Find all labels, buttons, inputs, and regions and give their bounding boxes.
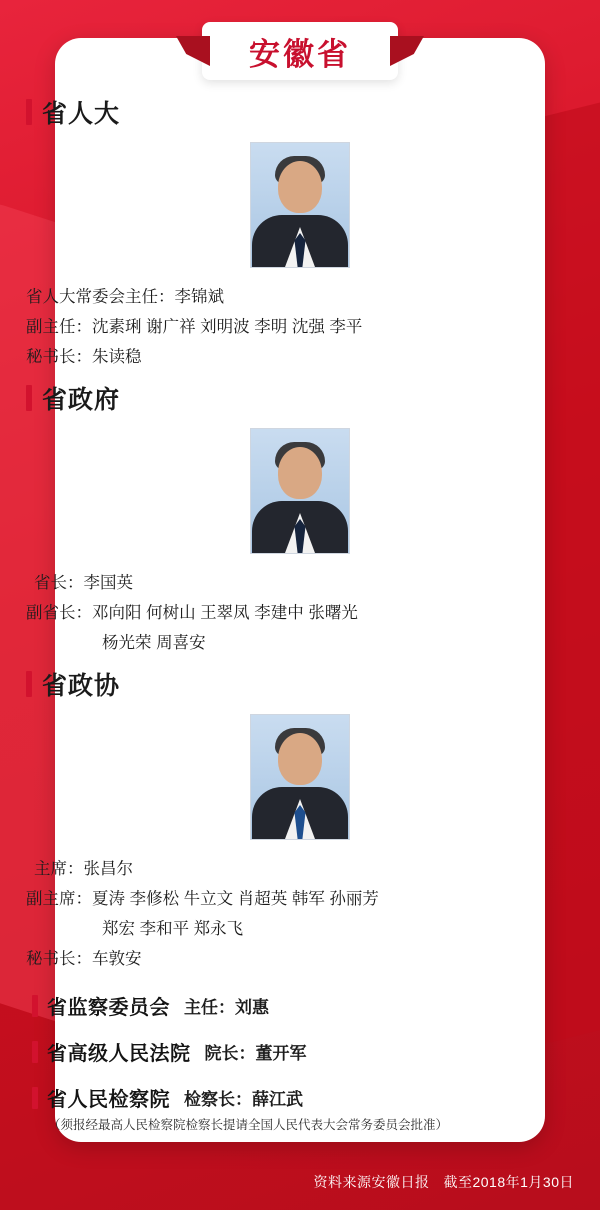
official-line: 省人大常委会主任：李锦斌: [26, 288, 224, 306]
org-post: 院长：董开军: [204, 1044, 307, 1063]
official-line: 副省长：邓向阳 何树山 王翠凤 李建中 张曙光: [26, 604, 358, 622]
portrait-head: [278, 733, 322, 785]
section-title: 省政府: [42, 386, 121, 414]
official-line: 副主席：夏涛 李修松 牛立文 肖超英 韩军 孙丽芳: [26, 890, 379, 908]
official-line: 主席：张昌尔: [34, 860, 133, 878]
org-row-high-court: [26, 1037, 574, 1066]
portrait-li-jinbin: [250, 142, 350, 268]
org-name: 省人民检察院: [47, 1089, 170, 1111]
portrait-head: [278, 161, 322, 213]
org-post: 主任：刘惠: [184, 998, 269, 1017]
portrait-head: [278, 447, 322, 499]
section-marker-icon: [26, 671, 32, 697]
official-line: 秘书长：朱读稳: [26, 348, 142, 366]
section-header-2: [26, 380, 574, 416]
page-title: 安徽省: [249, 36, 351, 72]
section-marker-icon: [26, 385, 32, 411]
org-row-procuratorate: [26, 1083, 574, 1112]
portrait-li-guoying: [250, 428, 350, 554]
section-marker-icon: [26, 99, 32, 125]
official-line: 省长：李国英: [34, 574, 133, 592]
org-name: 省高级人民法院: [47, 1043, 191, 1065]
footer-source: 资料来源安徽日报: [313, 1174, 430, 1190]
section-header-1: [26, 94, 574, 130]
org-row-supervisory-commission: [26, 991, 574, 1020]
footer: [313, 1172, 574, 1192]
footer-date: 截至2018年1月30日: [443, 1174, 574, 1190]
official-line: 杨光荣 周喜安: [102, 634, 206, 652]
org-post: 检察长：薛江武: [184, 1090, 303, 1109]
section-title: 省政协: [42, 672, 121, 700]
section-marker-icon: [32, 1087, 38, 1109]
official-line: 秘书长：车敦安: [26, 950, 142, 968]
section-marker-icon: [32, 995, 38, 1017]
portrait-zhang-changer: [250, 714, 350, 840]
card-content: [0, 64, 600, 1210]
section-marker-icon: [32, 1041, 38, 1063]
title-badge: [202, 22, 398, 80]
official-line: 副主任：沈素琍 谢广祥 刘明波 李明 沈强 李平: [26, 318, 363, 336]
section-title: 省人大: [42, 100, 121, 128]
official-line: 郑宏 李和平 郑永飞: [102, 920, 244, 938]
procuratorate-note: （须报经最高人民检察院检察长提请全国人民代表大会常务委员会批准）: [48, 1118, 449, 1132]
org-name: 省监察委员会: [47, 997, 170, 1019]
section-header-3: [26, 666, 574, 702]
